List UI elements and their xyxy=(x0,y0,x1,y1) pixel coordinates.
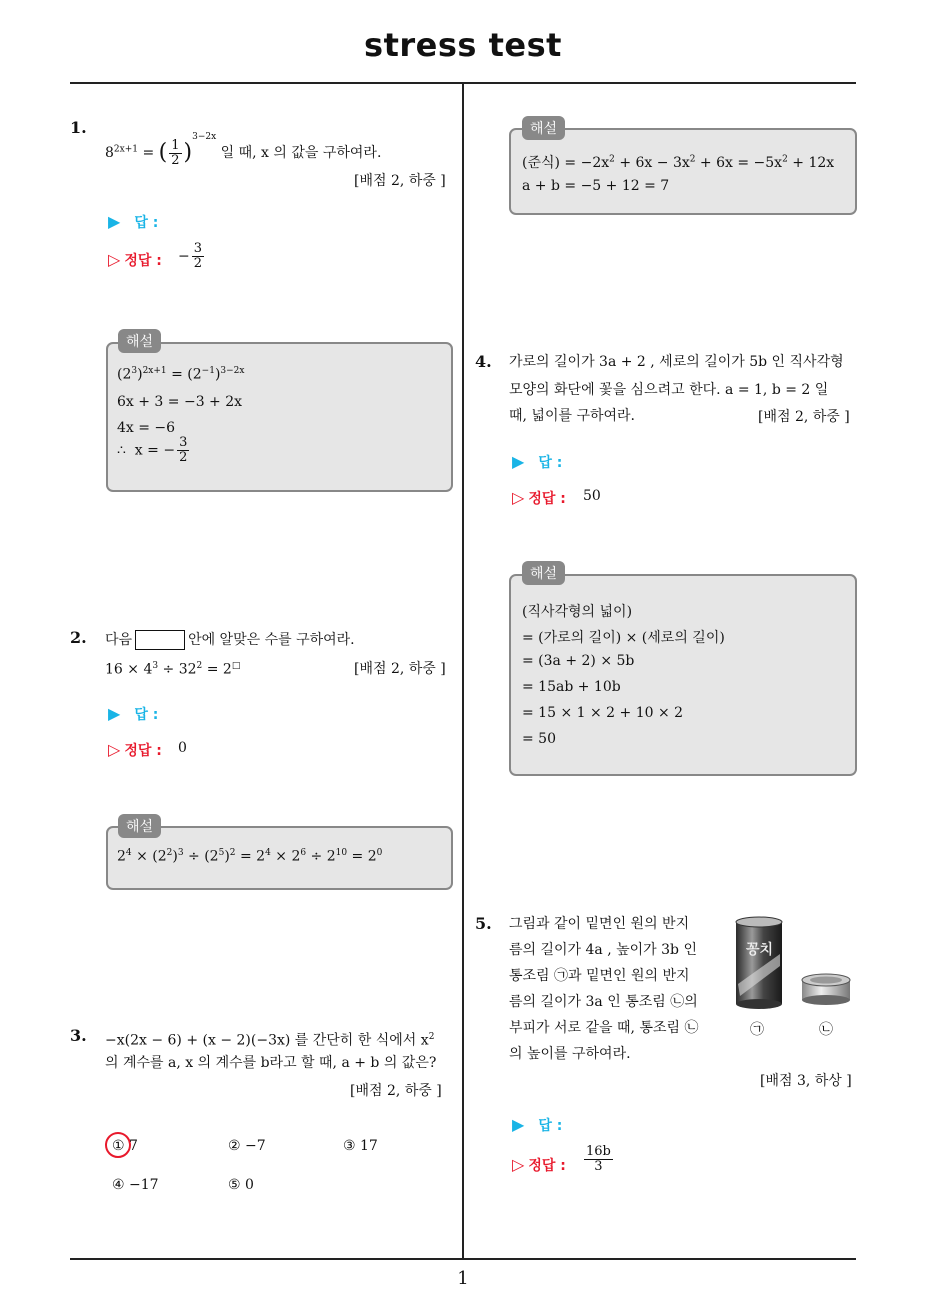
explanation-line: = 15 × 1 × 2 + 10 × 2 xyxy=(522,705,684,721)
play-icon: ▶ xyxy=(512,452,525,471)
explanation-line: = (가로의 길이) × (세로의 길이) xyxy=(522,630,725,646)
explanation-line: a + b = −5 + 12 = 7 xyxy=(522,178,670,194)
explanation-tag: 해설 xyxy=(118,329,161,353)
explanation-line: 6x + 3 = −3 + 2x xyxy=(117,394,243,410)
question-text: 때, 넓이를 구하여라. xyxy=(509,408,635,424)
short-can xyxy=(802,974,850,1005)
score-meta: [배점 2, 하중 ] xyxy=(354,661,446,677)
answer-label: ▶ 답 : xyxy=(512,1115,563,1134)
page-number: 1 xyxy=(457,1268,469,1289)
correct-answer-value: − $\frac{3}{2}$ xyxy=(178,241,203,271)
can-label-1: ㉠ xyxy=(750,1022,764,1038)
explanation-tag: 해설 xyxy=(118,814,161,838)
score-meta: [배점 2, 하중 ] xyxy=(354,173,446,189)
question-text: 그림과 같이 밑면인 원의 반지 xyxy=(509,916,690,932)
question-number: 4. xyxy=(475,352,492,371)
answer-label: ▶ 답 : xyxy=(108,704,159,723)
page-title: stress test xyxy=(364,26,562,64)
explanation-line: = (3a + 2) × 5b xyxy=(522,653,635,669)
play-icon: ▶ xyxy=(512,1115,525,1134)
explanation-line: = 15ab + 10b xyxy=(522,679,621,695)
question-number: 3. xyxy=(70,1026,87,1045)
explanation-tag: 해설 xyxy=(522,561,565,585)
explanation-tag: 해설 xyxy=(522,116,565,140)
explanation-line: (직사각형의 넓이) xyxy=(522,604,633,620)
correct-answer-value: 50 xyxy=(583,488,601,504)
explanation-line: 4x = −6 xyxy=(117,420,176,436)
question-text: 부피가 서로 같을 때, 통조림 ㉡ xyxy=(509,1020,699,1036)
choice-1[interactable]: ① 7 xyxy=(112,1138,138,1154)
can-brand-text: 꽁치 xyxy=(746,942,774,958)
triangle-outline-icon: ▷ xyxy=(512,1155,525,1174)
blank-box xyxy=(135,630,185,650)
play-icon: ▶ xyxy=(108,704,121,723)
triangle-outline-icon: ▷ xyxy=(108,740,121,759)
choice-5[interactable]: ⑤ 0 xyxy=(228,1177,254,1193)
tall-can xyxy=(736,917,782,1009)
correct-answer-label: ▷ 정답 : xyxy=(512,1155,566,1174)
correct-answer-label: ▷ 정답 : xyxy=(108,740,162,759)
explanation-line: (준식) = $-2x^2 + 6x - 3x^2 + 6x = -5x^2 + 12x$ xyxy=(522,154,835,171)
triangle-outline-icon: ▷ xyxy=(512,488,525,507)
question-text: 통조림 ㉠과 밑면인 원의 반지 xyxy=(509,968,690,984)
question-formula: $16 \times 4^3 \div 32^2 = 2^□$ xyxy=(105,661,241,678)
triangle-outline-icon: ▷ xyxy=(108,250,121,269)
correct-answer-value: 0 xyxy=(178,740,187,756)
question-text: 가로의 길이가 3a + 2 , 세로의 길이가 5b 인 직사각형 xyxy=(509,354,844,370)
answer-label: ▶ 답 : xyxy=(108,212,159,231)
question-text: 다음 안에 알맞은 수를 구하여라. xyxy=(105,632,355,648)
footer-rule xyxy=(70,1258,856,1260)
play-icon: ▶ xyxy=(108,212,121,231)
explanation-line: ∴ x = − $\frac{3}{2}$ xyxy=(117,435,188,465)
explanation-line: $(2^3)^{2x+1} = (2^{-1})^{3-2x}$ xyxy=(117,366,245,383)
choice-2[interactable]: ② −7 xyxy=(228,1138,266,1154)
column-divider xyxy=(462,83,464,1259)
question-text: 름의 길이가 4a , 높이가 3b 인 xyxy=(509,942,697,958)
explanation-box xyxy=(106,342,453,492)
question-text: $8^{2x+1}$ = ( $\frac{1}{2}$ )$^{3-2x}$ 일 때, x 의 값을 구하여라. xyxy=(105,132,382,168)
score-meta: [배점 3, 하상 ] xyxy=(760,1073,852,1089)
question-text: 의 계수를 a, x 의 계수를 b라고 할 때, a + b 의 값은? xyxy=(105,1055,437,1071)
question-text: 모양의 화단에 꽃을 심으려고 한다. a = 1, b = 2 일 xyxy=(509,382,829,398)
question-text: −x(2x − 6) + (x − 2)(−3x) 를 간단히 한 식에서 $x^2$ xyxy=(105,1032,435,1049)
explanation-line: $2^4 \times (2^2)^3 \div (2^5)^2 = 2^4 \times 2^6 \div 2^{10} = 2^0$ xyxy=(117,848,383,865)
question-text: 의 높이를 구하여라. xyxy=(509,1046,631,1062)
answer-label: ▶ 답 : xyxy=(512,452,563,471)
score-meta: [배점 2, 하중 ] xyxy=(758,409,850,425)
explanation-line: = 50 xyxy=(522,731,556,747)
question-number: 1. xyxy=(70,118,87,137)
question-text: 름의 길이가 3a 인 통조림 ㉡의 xyxy=(509,994,698,1010)
correct-answer-label: ▷ 정답 : xyxy=(512,488,566,507)
correct-answer-label: ▷ 정답 : xyxy=(108,250,162,269)
score-meta: [배점 2, 하중 ] xyxy=(350,1083,442,1099)
question-number: 5. xyxy=(475,914,492,933)
choice-3[interactable]: ③ 17 xyxy=(343,1138,378,1154)
correct-answer-value: $\frac{16b}{3}$ xyxy=(586,1144,611,1174)
can-illustration xyxy=(726,914,856,1010)
question-number: 2. xyxy=(70,628,87,647)
can-label-2: ㉡ xyxy=(819,1022,833,1038)
choice-4[interactable]: ④ −17 xyxy=(112,1177,159,1193)
